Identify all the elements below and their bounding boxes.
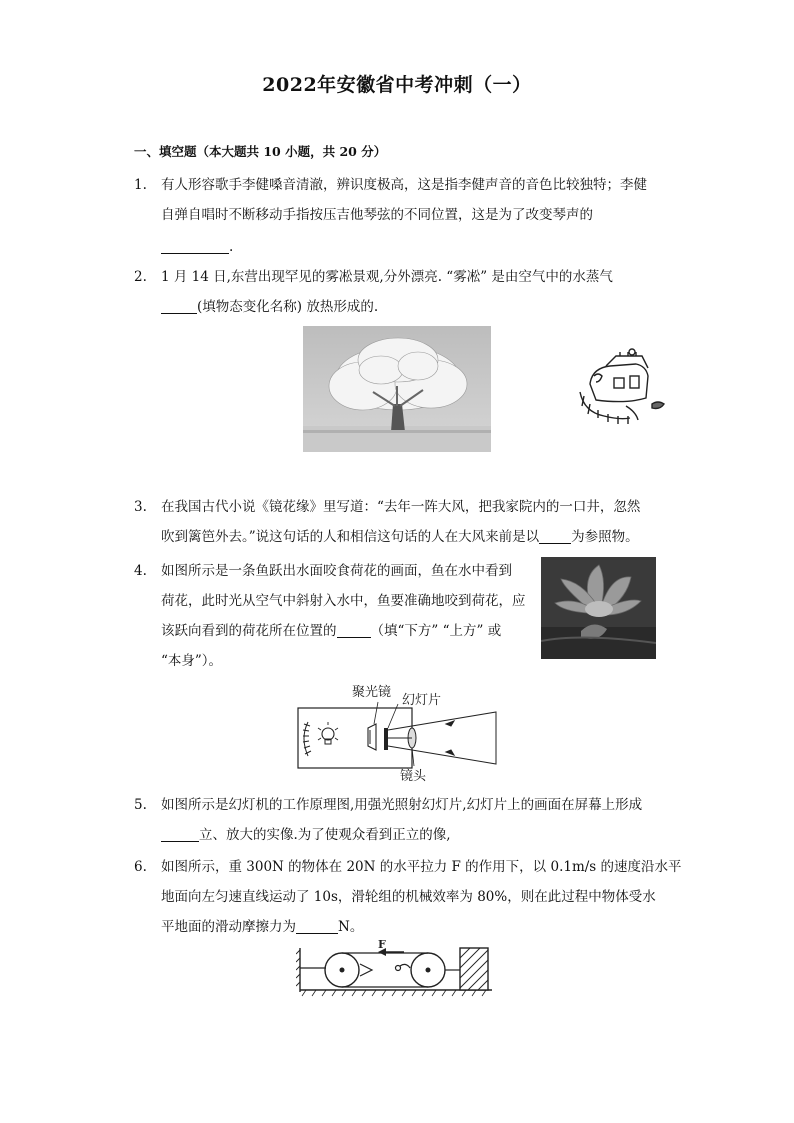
question-text-line: N。 xyxy=(338,919,364,935)
slide-label: 幻灯片 xyxy=(402,693,442,708)
pulley-system-diagram xyxy=(296,940,496,998)
question-text-line: 如图所示是一条鱼跃出水面咬食荷花的画面，鱼在水中看到 xyxy=(161,563,512,579)
question-text-line: 在我国古代小说《镜花缘》里写道：“去年一阵大风，把我家院内的一口井，忽然 xyxy=(161,499,641,515)
question-text-line: （填“下方” “上方” 或 xyxy=(370,623,502,639)
projector-diagram xyxy=(296,680,498,784)
question-text-line: “本身”）。 xyxy=(161,653,223,669)
question-text-line: 平地面的滑动摩擦力为 xyxy=(161,919,296,935)
answer-blank[interactable] xyxy=(296,917,338,934)
rime-tree-photo xyxy=(303,326,491,452)
answer-blank[interactable] xyxy=(161,237,229,254)
condenser-label: 聚光镜 xyxy=(352,685,392,700)
question-text-line: 地面向左匀速直线运动了 10s，滑轮组的机械效率为 80%，则在此过程中物体受水 xyxy=(161,889,656,905)
force-label: F xyxy=(378,940,386,951)
question-text-line: 如图所示是幻灯机的工作原理图,用强光照射幻灯片,幻灯片上的画面在屏幕上形成 xyxy=(161,797,643,813)
answer-blank[interactable] xyxy=(337,621,371,638)
question-text-line: 1 月 14 日,东营出现罕见的雾凇景观,分外漂亮. “雾凇” 是由空气中的水蒸气 xyxy=(161,269,613,285)
question-text-line: (填物态变化名称) 放热形成的. xyxy=(197,299,379,315)
question-text-line: 吹到篱笆外去。”说这句话的人和相信这句话的人在大风来前是以 xyxy=(161,529,540,545)
cartoon-house-illustration xyxy=(576,346,668,430)
section-heading: 一、填空题（本大题共 10 小题，共 20 分） xyxy=(134,144,387,159)
answer-blank[interactable] xyxy=(539,527,571,544)
question-number: 6. xyxy=(134,859,147,875)
question-number: 3. xyxy=(134,499,147,515)
question-text-line: 有人形容歌手李健嗓音清澈，辨识度极高，这是指李健声音的音色比较独特；李健 xyxy=(161,177,647,193)
question-number: 2. xyxy=(134,269,147,285)
lens-label: 镜头 xyxy=(400,769,427,784)
question-number: 5. xyxy=(134,797,147,813)
question-text-line: . xyxy=(229,239,234,255)
question-text-line: 该跃向看到的荷花所在位置的 xyxy=(161,623,337,639)
page-title: 2022年安徽省中考冲刺（一） xyxy=(262,74,532,96)
question-text-line: 为参照物。 xyxy=(571,529,639,545)
question-text-line: 自弹自唱时不断移动手指按压吉他琴弦的不同位置，这是为了改变琴声的 xyxy=(161,207,593,223)
answer-blank[interactable] xyxy=(161,297,197,314)
question-text-line: 立、放大的实像.为了使观众看到正立的像, xyxy=(199,827,451,843)
question-text-line: 如图所示，重 300N 的物体在 20N 的水平拉力 F 的作用下，以 0.1m/s 的速度沿水平 xyxy=(161,859,682,875)
question-number: 4. xyxy=(134,563,147,579)
question-number: 1. xyxy=(134,177,147,193)
answer-blank[interactable] xyxy=(161,825,199,842)
question-text-line: 荷花，此时光从空气中斜射入水中，鱼要准确地咬到荷花，应 xyxy=(161,593,526,609)
fish-lotus-photo xyxy=(541,557,656,659)
